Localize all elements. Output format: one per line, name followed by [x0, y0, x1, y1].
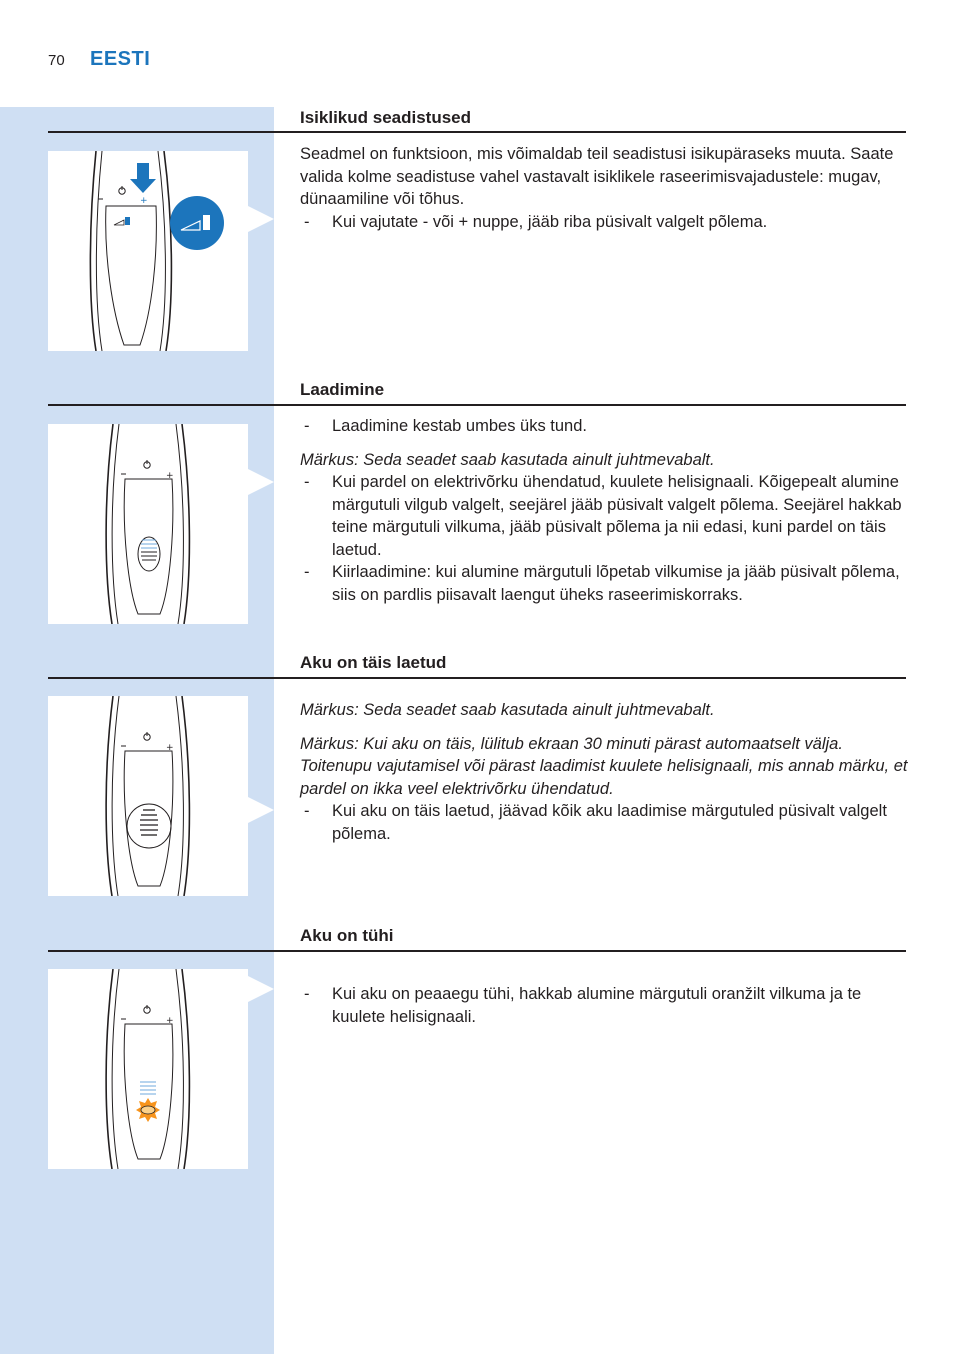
list-item: - Laadimine kestab umbes üks tund.: [304, 417, 587, 435]
plus-icon: +: [166, 1016, 174, 1026]
shaver-illustration: [48, 696, 248, 896]
low-battery-icon: [136, 1082, 160, 1122]
arrow-down-icon: [130, 163, 156, 193]
section-body: [300, 699, 908, 845]
plus-icon: +: [166, 743, 174, 753]
battery-indicator-icon: [138, 537, 160, 571]
shaver-illustration: [48, 969, 248, 1169]
battery-indicator-icon: [170, 196, 224, 250]
shaver-illustration: [48, 424, 248, 624]
section-title: Isiklikud seadistused: [300, 108, 472, 127]
note-text: Märkus: Kui aku on täis, lülitub ekraan 30 minuti pärast automaatselt välja. Toitenupu vajutamisel või pärast laadimist kuulete helisignaali, mis annab märku, et pardel on ikka veel elektrivõrku ühendatud.: [300, 734, 908, 798]
section-body: [300, 143, 908, 233]
pointer-notch: [248, 976, 274, 1002]
power-icon: [144, 460, 150, 468]
plus-icon: +: [166, 471, 174, 481]
section-body: [300, 983, 908, 1028]
note-text: Märkus: Seda seadet saab kasutada ainult juhtmevabalt.: [300, 450, 715, 469]
section-divider: [48, 677, 906, 679]
language-heading: EESTI: [90, 48, 151, 70]
list-item: - Kui pardel on elektrivõrku ühendatud, kuulete helisignaali. Kõigepealt alumine märgutuli vilgub valgelt, seejärel jääb püsivalt valgelt põlema. Seejärel hakkab teine märgutuli vilkuma, jääb püsivalt põlema ja nii edasi, kuni pardel on täis laetud.: [304, 473, 902, 559]
list-item: - Kui aku on täis laetud, jäävad kõik aku laadimise märgutuled püsivalt valgelt põlema.: [304, 802, 887, 843]
power-icon: [119, 186, 125, 194]
note-text: Märkus: Seda seadet saab kasutada ainult juhtmevabalt.: [300, 701, 715, 719]
section-divider: [48, 950, 906, 952]
intensity-bar-icon: [114, 217, 130, 225]
page-number: 70: [48, 52, 65, 69]
section-body: [300, 415, 908, 606]
section-title: Laadimine: [300, 380, 385, 399]
pointer-notch: [248, 797, 274, 823]
paragraph: Seadmel on funktsioon, mis võimaldab teil seadistusi isikupäraseks muuta. Saate valida kolme seadistuse vahel vastavalt isiklikele raseerimisvajadustele: mugav, dünaamiline või tõhus.: [300, 145, 894, 208]
list-item: - Kiirlaadimine: kui alumine märgutuli lõpetab vilkumise ja jääb püsivalt põlema, siis on pardlis piisavalt laengut üheks raseerimiskorraks.: [304, 563, 900, 604]
list-item: - Kui aku on peaaegu tühi, hakkab alumine märgutuli oranžilt vilkuma ja te kuulete helisignaali.: [304, 985, 862, 1026]
section-divider: [48, 404, 906, 406]
section-divider: [48, 131, 906, 133]
list-item: - Kui vajutate - või + nuppe, jääb riba püsivalt valgelt põlema.: [304, 212, 768, 231]
shaver-illustration: [48, 151, 248, 351]
pointer-notch: [248, 469, 274, 495]
section-title: Aku on tühi: [300, 926, 394, 945]
power-icon: [144, 1005, 150, 1013]
plus-icon: +: [140, 196, 148, 206]
battery-indicator-icon: [127, 804, 171, 848]
pointer-notch: [248, 206, 274, 232]
section-title: Aku on täis laetud: [300, 653, 447, 672]
power-icon: [144, 732, 150, 740]
